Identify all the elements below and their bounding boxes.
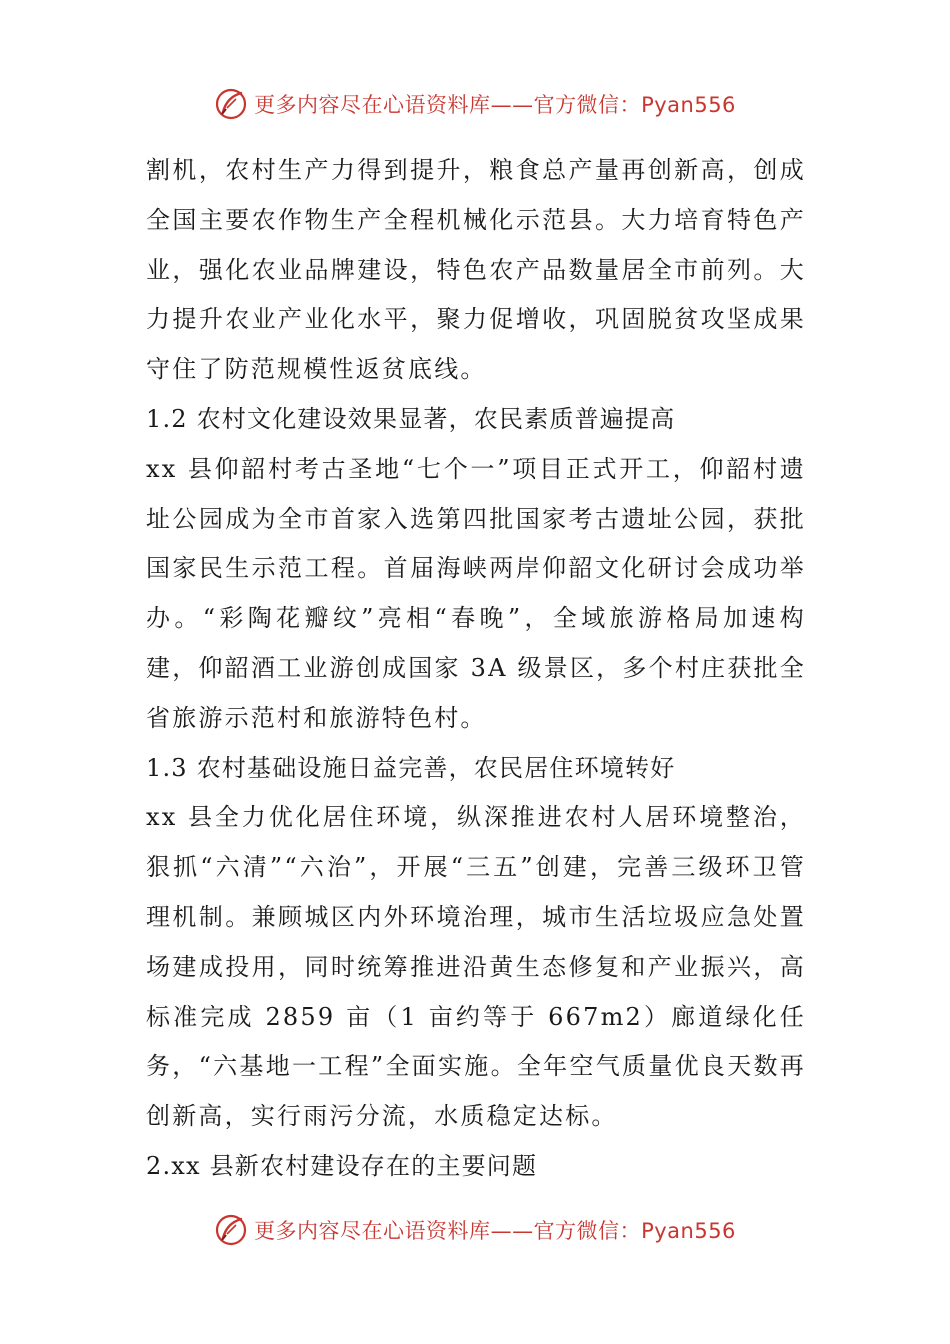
banner-wechat-label: 官方微信：: [533, 93, 642, 117]
logo-icon: [214, 87, 248, 121]
section-heading: 2.xx 县新农村建设存在的主要问题: [146, 1151, 538, 1180]
banner-main-text: 更多内容尽在心语资料库: [254, 93, 491, 117]
paragraph: 割机，农村生产力得到提升，粮食总产量再创新高，创成全国主要农作物生产全程机械化示范县。大力培育特色产业，强化农业品牌建设，特色农产品数量居全市前列。大力提升农业产业化水平，聚力促增收，巩固脱贫攻坚成果守住了防范规模性返贫底线。: [146, 156, 806, 384]
banner-dash: ——: [490, 1219, 534, 1243]
banner-wechat-id: Pyan556: [641, 1219, 736, 1243]
banner-dash: ——: [490, 93, 534, 117]
document-body: [146, 146, 806, 1192]
logo-icon: [214, 1213, 248, 1247]
banner-wechat-label: 官方微信：: [533, 1219, 642, 1243]
banner-wechat-id: Pyan556: [641, 93, 736, 117]
banner-text: [254, 89, 736, 119]
banner-text: [254, 1215, 736, 1245]
section-heading: 1.2 农村文化建设效果显著，农民素质普遍提高: [146, 404, 676, 433]
paragraph: xx 县全力优化居住环境，纵深推进农村人居环境整治，狠抓“六清”“六治”，开展“三五”创建，完善三级环卫管理机制。兼顾城区内外环境治理，城市生活垃圾应急处置场建成投用，同时统筹推进沿黄生态修复和产业振兴，高标准完成 2859 亩（1 亩约等于 667m2）廊道绿化任务，“六基地一工程”全面实施。全年空气质量优良天数再创新高，实行雨污分流，水质稳定达标。: [146, 803, 806, 1131]
banner-main-text: 更多内容尽在心语资料库: [254, 1219, 491, 1243]
footer-banner: [0, 1210, 950, 1250]
section-heading: 1.3 农村基础设施日益完善，农民居住环境转好: [146, 753, 676, 782]
header-banner: [0, 84, 950, 124]
paragraph: xx 县仰韶村考古圣地“七个一”项目正式开工，仰韶村遗址公园成为全市首家入选第四批国家考古遗址公园，获批国家民生示范工程。首届海峡两岸仰韶文化研讨会成功举办。“彩陶花瓣纹”亮相“春晚”，全域旅游格局加速构建，仰韶酒工业游创成国家 3A 级景区，多个村庄获批全省旅游示范村和旅游特色村。: [146, 454, 806, 732]
